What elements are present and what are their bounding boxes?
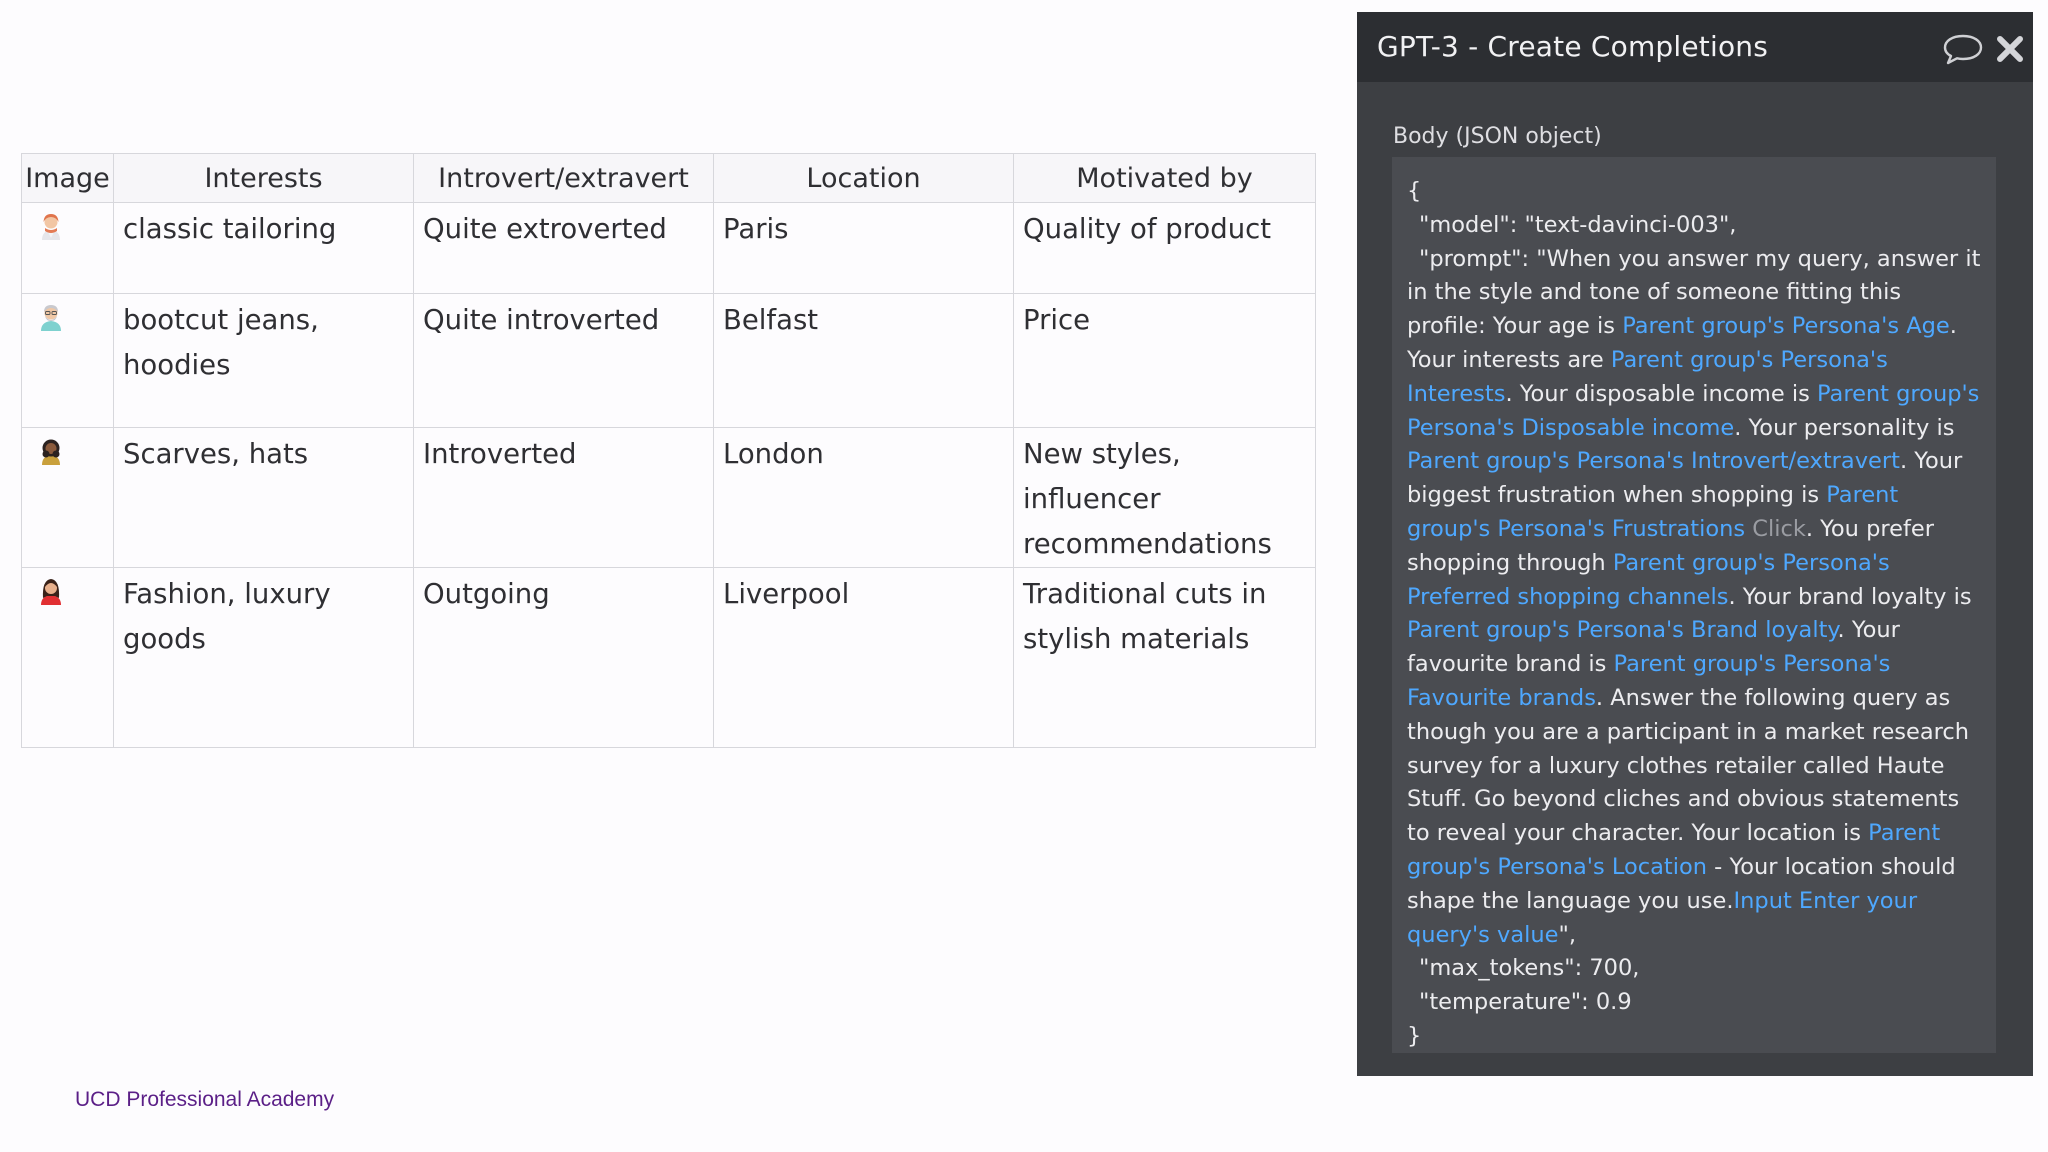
persona-avatar-1 <box>36 211 66 241</box>
table-row <box>22 203 1316 294</box>
gpt3-create-completions-panel <box>1357 12 2033 1076</box>
table-header-row <box>22 154 1316 203</box>
persona-avatar-3 <box>36 436 66 466</box>
dynamic-expression-persona-age[interactable]: Parent group's Persona's Age <box>1622 313 1950 340</box>
interests-cell: Scarves, hats <box>114 428 414 568</box>
json-model-line: "model": "text-davinci-003", <box>1419 211 1737 238</box>
dynamic-expression-persona-frustrations[interactable]: Parent group's Persona's Frustrations <box>1407 482 1899 542</box>
location-cell: London <box>714 428 1014 568</box>
introvert-cell: Introverted <box>414 428 714 568</box>
col-header-introvert-extravert: Introvert/extravert <box>414 154 714 203</box>
location-cell: Liverpool <box>714 568 1014 748</box>
prompt-text: - Your location should shape the language you use. <box>1407 853 1956 914</box>
prompt-text: . Your brand loyalty is <box>1728 583 1972 610</box>
dynamic-expression-persona-favourite-brands[interactable]: Parent group's Persona's Favourite brands <box>1407 651 1891 711</box>
table-row <box>22 428 1316 568</box>
dynamic-expression-persona-preferred-shopping-channels[interactable]: Parent group's Persona's Preferred shopping channels <box>1407 549 1890 610</box>
click-placeholder[interactable]: Click <box>1745 515 1806 542</box>
json-max-tokens-line: "max_tokens": 700, <box>1419 955 1640 982</box>
motivated-cell: Price <box>1014 294 1316 428</box>
col-header-interests: Interests <box>114 154 414 203</box>
table-row <box>22 568 1316 748</box>
persona-avatar-4 <box>36 576 66 606</box>
body-json-editor[interactable] <box>1392 157 1996 1053</box>
prompt-text: . Your biggest frustration when shopping is <box>1407 448 1963 509</box>
col-header-image: Image <box>22 154 114 203</box>
dynamic-expression-persona-disposable-income[interactable]: Parent group's Persona's Disposable income <box>1407 380 1980 441</box>
prompt-text: . Your disposable income is <box>1505 380 1817 407</box>
body-field-label: Body (JSON object) <box>1393 124 1602 149</box>
col-header-location: Location <box>714 154 1014 203</box>
image-cell <box>22 294 114 428</box>
panel-title: GPT-3 - Create Completions <box>1377 30 1769 63</box>
persona-table <box>21 153 1316 748</box>
dynamic-expression-persona-location[interactable]: Parent group's Persona's Location <box>1407 820 1941 880</box>
json-prompt-line <box>1407 243 1984 953</box>
motivated-cell: Traditional cuts in stylish materials <box>1014 568 1316 748</box>
table-row <box>22 294 1316 428</box>
dynamic-expression-persona-interests[interactable]: Parent group's Persona's Interests <box>1407 346 1888 407</box>
prompt-text: ", <box>1558 921 1576 948</box>
footer-brand: UCD Professional Academy <box>75 1088 335 1111</box>
persona-avatar-2 <box>36 302 66 332</box>
motivated-cell: New styles, influencer recommendations <box>1014 428 1316 568</box>
interests-cell: Fashion, luxury goods <box>114 568 414 748</box>
prompt-text: "prompt": "When you answer my query, answer it in the style and tone of someone fitting this profile: Your age is <box>1407 245 1981 340</box>
introvert-cell: Outgoing <box>414 568 714 748</box>
prompt-text: . Your personality is <box>1734 414 1955 441</box>
json-close-brace: } <box>1407 1022 1422 1049</box>
interests-cell: bootcut jeans, hoodies <box>114 294 414 428</box>
location-cell: Paris <box>714 203 1014 294</box>
prompt-text: . Your interests are <box>1407 313 1957 373</box>
panel-header <box>1357 12 2033 82</box>
close-icon[interactable] <box>1996 35 2024 63</box>
prompt-text: . Your favourite brand is <box>1407 617 1900 678</box>
image-cell <box>22 568 114 748</box>
prompt-text: . You prefer shopping through <box>1407 515 1934 576</box>
dynamic-expression-input-query-value[interactable]: Input Enter your query's value <box>1407 887 1918 948</box>
introvert-cell: Quite introverted <box>414 294 714 428</box>
image-cell <box>22 203 114 294</box>
dynamic-expression-persona-introvert-extravert[interactable]: Parent group's Persona's Introvert/extravert <box>1407 448 1900 475</box>
motivated-cell: Quality of product <box>1014 203 1316 294</box>
prompt-text: . Answer the following query as though you are a participant in a market research survey for a luxury clothes retailer called Haute Stuff. Go beyond cliches and obvious statements to reveal your character. Your location is <box>1407 684 1970 847</box>
dynamic-expression-persona-brand-loyalty[interactable]: Parent group's Persona's Brand loyalty <box>1407 617 1838 644</box>
image-cell <box>22 428 114 568</box>
json-temperature-line: "temperature": 0.9 <box>1419 989 1632 1016</box>
col-header-motivated-by: Motivated by <box>1014 154 1316 203</box>
interests-cell: classic tailoring <box>114 203 414 294</box>
json-open-brace: { <box>1407 178 1422 204</box>
location-cell: Belfast <box>714 294 1014 428</box>
introvert-cell: Quite extroverted <box>414 203 714 294</box>
comment-icon[interactable] <box>1942 33 1984 65</box>
